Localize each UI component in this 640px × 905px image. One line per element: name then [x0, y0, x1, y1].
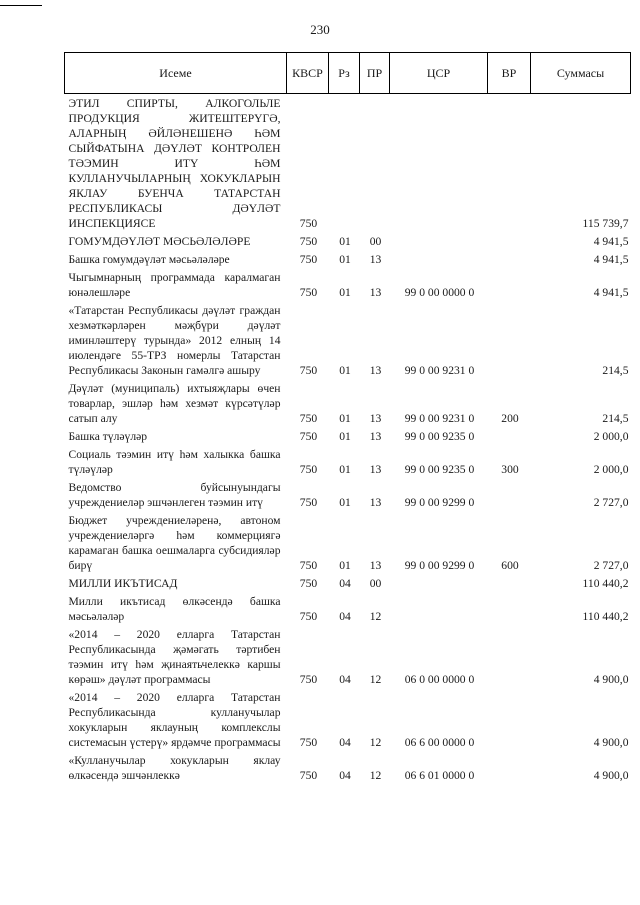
- cell-name: Ведомство буйсынуындагы учреждениеләр эшчәнлеген тәэмин итү: [68, 481, 281, 509]
- table-row: [65, 94, 631, 233]
- page-number: 230: [310, 22, 330, 37]
- cell-rz: 04: [339, 736, 351, 749]
- cell-vr: [488, 478, 531, 511]
- cell-pr: 13: [369, 412, 382, 425]
- cell-csr: 99 0 00 9235 0: [404, 463, 475, 476]
- cell-csr: [390, 250, 488, 268]
- cell-name: Дәүләт (муниципаль) ихтыяҗлары өчен товарлар, эшләр һәм хезмәт күрсәтүләр сатып алу: [68, 382, 281, 425]
- cell-name: Социаль тәэмин итү һәм халыкка башка түләүләр: [68, 448, 281, 476]
- cell-rz: 01: [339, 253, 351, 266]
- table-row: [65, 232, 631, 250]
- cell-name: Башка гомумдәүләт мәсьәләләре: [68, 253, 230, 266]
- cell-sum: 2 000,0: [593, 430, 629, 443]
- column-header-sum: Суммасы: [531, 53, 631, 94]
- cell-csr: 06 0 00 0000 0: [404, 673, 475, 686]
- cell-csr: [390, 94, 488, 233]
- cell-rz: 04: [339, 577, 351, 590]
- table-row: [65, 478, 631, 511]
- cell-pr: 00: [369, 577, 382, 590]
- cell-csr: 06 6 00 0000 0: [404, 736, 475, 749]
- cell-name: «Кулланучылар хокукларын яклау өлкәсендә эшчәнлеккә: [68, 754, 281, 782]
- cell-kvsr: 750: [299, 217, 318, 230]
- cell-rz: 04: [339, 769, 351, 782]
- cell-kvsr: 750: [299, 496, 318, 509]
- cell-rz: 04: [339, 610, 351, 623]
- cell-csr: [390, 232, 488, 250]
- cell-sum: 4 900,0: [593, 736, 629, 749]
- cell-name: ЭТИЛ СПИРТЫ, АЛКОГОЛЬЛЕ ПРОДУКЦИЯ ЖИТЕШТЕРҮГӘ, АЛАРНЫҢ ӘЙЛӘНЕШЕНӘ ҺӘМ СЫЙФАТЫНА ДӘҮЛӘТ КОНТРОЛЕН ТӘЭМИН ИТҮ ҺӘМ КУЛЛАНУЧЫЛАРНЫҢ ХОКУКЛАРЫН ЯКЛАУ БУЕНЧА ТАТАРСТАН РЕСПУБЛИКАСЫ ДӘҮЛӘТ ИНСПЕКЦИЯСЕ: [68, 97, 281, 230]
- cell-vr: 200: [501, 412, 519, 425]
- cell-sum: 2 000,0: [593, 463, 629, 476]
- cell-vr: [488, 574, 531, 592]
- table-row: [65, 751, 631, 784]
- cell-csr: 99 0 00 9299 0: [404, 559, 475, 572]
- cell-csr: 06 6 01 0000 0: [404, 769, 475, 782]
- cell-kvsr: 750: [299, 610, 318, 623]
- cell-sum: 214,5: [602, 364, 629, 377]
- cell-kvsr: 750: [299, 430, 318, 443]
- cell-rz: 01: [339, 235, 351, 248]
- cell-pr: 13: [369, 496, 382, 509]
- cell-pr: 00: [369, 235, 382, 248]
- column-header-rz: Рз: [329, 53, 360, 94]
- cell-csr: 99 0 00 9235 0: [404, 430, 475, 443]
- cell-sum: 4 900,0: [593, 769, 629, 782]
- cell-kvsr: 750: [299, 253, 318, 266]
- cell-sum: 2 727,0: [593, 559, 629, 572]
- table-header-row: [65, 53, 631, 94]
- table-row: [65, 427, 631, 445]
- cell-name: ГОМУМДӘҮЛӘТ МӘСЬӘЛӘЛӘРЕ: [68, 235, 251, 248]
- cell-vr: [488, 301, 531, 379]
- cell-name: Милли икътисад өлкәсендә башка мәсьәләләр: [68, 595, 281, 623]
- budget-table: [64, 52, 631, 784]
- column-header-kvsr: КВСР: [287, 53, 329, 94]
- table-row: [65, 250, 631, 268]
- table-row: [65, 574, 631, 592]
- cell-kvsr: 750: [299, 286, 318, 299]
- cell-rz: 04: [339, 673, 351, 686]
- cell-pr: 13: [369, 253, 382, 266]
- table-row: [65, 379, 631, 427]
- cell-kvsr: 750: [299, 577, 318, 590]
- table-row: [65, 688, 631, 751]
- cell-csr: 99 0 00 9299 0: [404, 496, 475, 509]
- cell-pr: 12: [369, 673, 382, 686]
- table-row: [65, 445, 631, 478]
- cell-rz: 01: [339, 286, 351, 299]
- cell-kvsr: 750: [299, 769, 318, 782]
- cell-sum: 110 440,2: [582, 610, 629, 623]
- cell-sum: 2 727,0: [593, 496, 629, 509]
- cell-kvsr: 750: [299, 412, 318, 425]
- cell-csr: [390, 574, 488, 592]
- cell-vr: [488, 268, 531, 301]
- cell-sum: 4 941,5: [593, 235, 629, 248]
- table-row: [65, 268, 631, 301]
- cell-pr: 13: [369, 463, 382, 476]
- cell-rz: [329, 94, 360, 233]
- cell-kvsr: 750: [299, 736, 318, 749]
- corner-mark: [0, 0, 42, 6]
- cell-sum: 115 739,7: [582, 217, 629, 230]
- cell-kvsr: 750: [299, 235, 318, 248]
- cell-vr: [488, 625, 531, 688]
- cell-name: МИЛЛИ ИКЪТИСАД: [68, 577, 178, 590]
- cell-rz: 01: [339, 559, 351, 572]
- cell-name: Чыгымнарның программада каралмаган юнәлешләре: [68, 271, 281, 299]
- cell-csr: 99 0 00 0000 0: [404, 286, 475, 299]
- cell-vr: [488, 94, 531, 233]
- cell-name: Башка түләүләр: [68, 430, 148, 443]
- cell-csr: 99 0 00 9231 0: [404, 412, 475, 425]
- cell-kvsr: 750: [299, 673, 318, 686]
- table-row: [65, 511, 631, 574]
- column-header-vr: ВР: [488, 53, 531, 94]
- cell-pr: 13: [369, 430, 382, 443]
- cell-name: Бюджет учреждениеләренә, автоном учреждениеләргә һәм коммерциягә карамаган башка оешмаларга субсидияләр бирү: [68, 514, 281, 572]
- cell-csr: 99 0 00 9231 0: [404, 364, 475, 377]
- table-row: [65, 301, 631, 379]
- cell-pr: 12: [369, 736, 382, 749]
- column-header-name: Исеме: [65, 53, 287, 94]
- cell-pr: 13: [369, 559, 382, 572]
- column-header-csr: ЦСР: [390, 53, 488, 94]
- cell-csr: [390, 592, 488, 625]
- cell-rz: 01: [339, 463, 351, 476]
- cell-kvsr: 750: [299, 364, 318, 377]
- cell-rz: 01: [339, 412, 351, 425]
- cell-vr: [488, 232, 531, 250]
- cell-pr: 12: [369, 769, 382, 782]
- cell-sum: 110 440,2: [582, 577, 629, 590]
- table-row: [65, 592, 631, 625]
- cell-name: «Татарстан Республикасы дәүләт граждан хезмәткәрләрен мәҗбүри дәүләт иминләштерү турында» 2012 елның 14 июлендәге 55-ТРЗ номерлы Татарстан Республикасы Законын гамәлгә ашыру: [68, 304, 281, 377]
- cell-sum: 4 941,5: [593, 286, 629, 299]
- cell-vr: [488, 427, 531, 445]
- cell-rz: 01: [339, 364, 351, 377]
- table-row: [65, 625, 631, 688]
- cell-vr: [488, 250, 531, 268]
- cell-pr: 13: [369, 364, 382, 377]
- cell-pr: 13: [369, 286, 382, 299]
- column-header-pr: ПР: [360, 53, 390, 94]
- cell-name: «2014 – 2020 елларга Татарстан Республикасында кулланучылар хокукларын яклауның комплекслы системасын үстерү» ярдәмче программасы: [68, 691, 281, 749]
- cell-vr: [488, 592, 531, 625]
- cell-sum: 4 941,5: [593, 253, 629, 266]
- cell-vr: [488, 688, 531, 751]
- cell-vr: [488, 751, 531, 784]
- cell-kvsr: 750: [299, 559, 318, 572]
- cell-sum: 214,5: [602, 412, 629, 425]
- cell-sum: 4 900,0: [593, 673, 629, 686]
- cell-rz: 01: [339, 496, 351, 509]
- cell-vr: 600: [501, 559, 519, 572]
- cell-vr: 300: [501, 463, 519, 476]
- cell-name: «2014 – 2020 елларга Татарстан Республикасында җәмәгать тәртибен тәэмин итү һәм җинаятьчелеккә каршы көрәш» дәүләт программасы: [68, 628, 281, 686]
- cell-rz: 01: [339, 430, 351, 443]
- cell-pr: [360, 94, 390, 233]
- cell-pr: 12: [369, 610, 382, 623]
- cell-kvsr: 750: [299, 463, 318, 476]
